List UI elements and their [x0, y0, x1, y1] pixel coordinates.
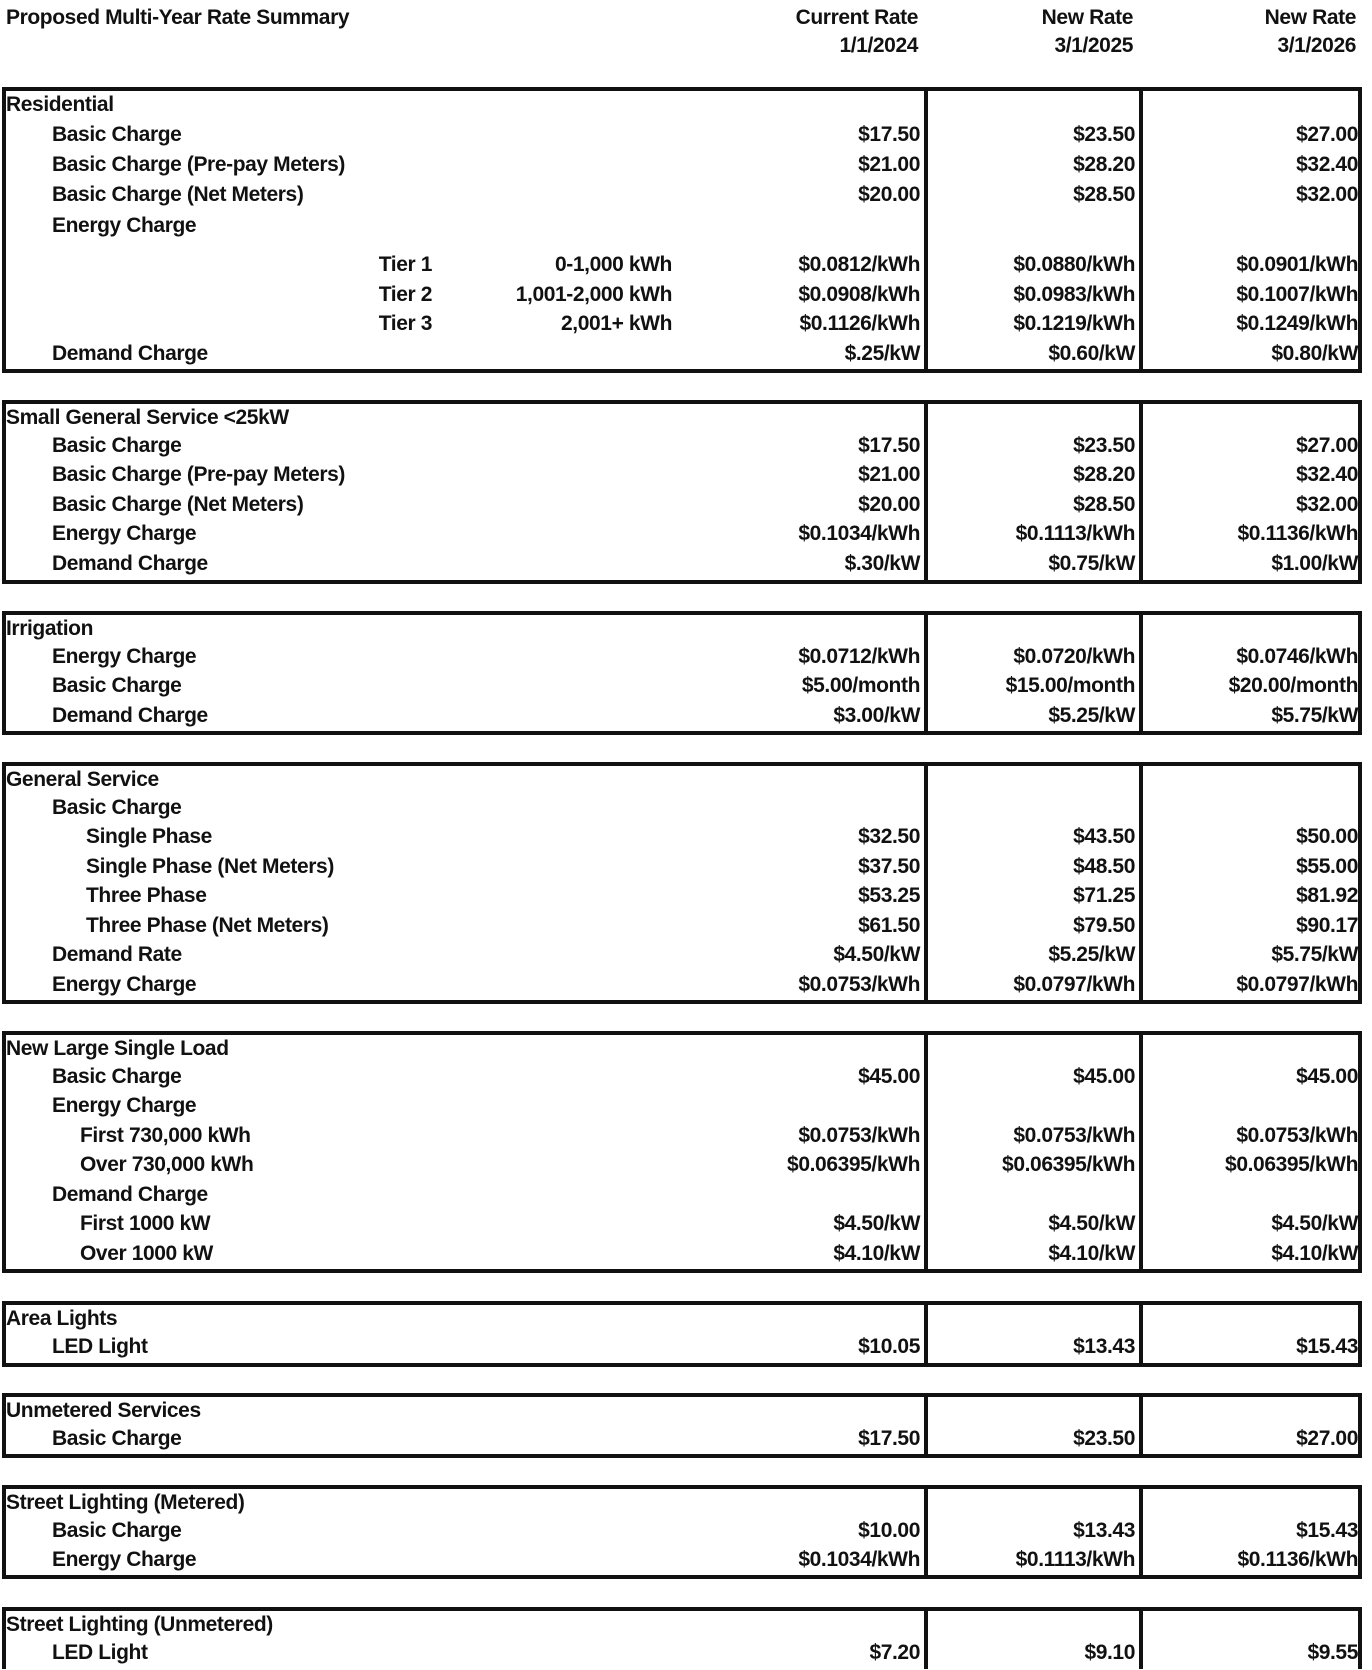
table-row: Basic Charge $10.00 $13.43 $15.43: [52, 1519, 1358, 1542]
section-irrigation: [2, 611, 1362, 735]
section-title: Street Lighting (Unmetered): [6, 1613, 273, 1636]
table-row: Over 730,000 kWh $0.06395/kWh $0.06395/kWh $0.06395/kWh: [80, 1153, 1358, 1176]
table-row: Basic Charge: [52, 796, 182, 819]
table-row: Basic Charge $17.50 $23.50 $27.00: [52, 123, 1358, 146]
table-row: Basic Charge $17.50 $23.50 $27.00: [52, 434, 1358, 457]
section-street-lighting-unmetered: [2, 1607, 1362, 1669]
table-row: Single Phase $32.50 $43.50 $50.00: [86, 825, 1358, 848]
table-row: First 730,000 kWh $0.0753/kWh $0.0753/kWh $0.0753/kWh: [80, 1124, 1358, 1147]
column-header-current: Current Rate 1/1/2024: [795, 6, 918, 57]
section-residential: [2, 87, 1362, 373]
table-row: Energy Charge: [52, 1094, 197, 1117]
section-title: Irrigation: [6, 617, 94, 640]
table-row: Basic Charge (Net Meters) $20.00 $28.50 $32.00: [52, 183, 1358, 206]
page-title: Proposed Multi-Year Rate Summary: [6, 6, 350, 29]
section-title: General Service: [6, 768, 159, 791]
table-row: LED Light $10.05 $13.43 $15.43: [52, 1335, 1358, 1358]
column-header-2026: New Rate 3/1/2026: [1264, 6, 1356, 57]
table-row: Energy Charge $0.1034/kWh $0.1113/kWh $0.1136/kWh: [52, 1548, 1358, 1571]
section-title: Residential: [6, 93, 114, 116]
table-row: Single Phase (Net Meters) $37.50 $48.50 $55.00: [86, 855, 1358, 878]
section-title: New Large Single Load: [6, 1037, 229, 1060]
table-row: Demand Rate $4.50/kW $5.25/kW $5.75/kW: [52, 943, 1358, 966]
section-general-service: [2, 762, 1362, 1004]
table-row: First 1000 kW $4.50/kW $4.50/kW $4.50/kW: [80, 1212, 1358, 1235]
table-row: Energy Charge: [52, 214, 197, 237]
section-title: Area Lights: [6, 1307, 118, 1330]
table-row: LED Light $7.20 $9.10 $9.55: [52, 1641, 1358, 1664]
section-title: Street Lighting (Metered): [6, 1491, 245, 1514]
section-area-lights: [2, 1301, 1362, 1367]
section-title: Small General Service <25kW: [6, 406, 289, 429]
table-row: Energy Charge $0.0712/kWh $0.0720/kWh $0.0746/kWh: [52, 645, 1358, 668]
table-row: Basic Charge (Pre-pay Meters) $21.00 $28.20 $32.40: [52, 463, 1358, 486]
section-new-large-single-load: [2, 1031, 1362, 1273]
table-row: Demand Charge $.25/kW $0.60/kW $0.80/kW: [52, 342, 1358, 365]
table-row: Three Phase (Net Meters) $61.50 $79.50 $90.17: [86, 914, 1358, 937]
table-row: Basic Charge $45.00 $45.00 $45.00: [52, 1065, 1358, 1088]
section-street-lighting-metered: [2, 1485, 1362, 1579]
table-row: Energy Charge $0.0753/kWh $0.0797/kWh $0.0797/kWh: [52, 973, 1358, 996]
table-row: Tier 3 2,001+ kWh $0.1126/kWh $0.1219/kWh $0.1249/kWh: [378, 312, 1358, 335]
table-row: Three Phase $53.25 $71.25 $81.92: [86, 884, 1358, 907]
section-unmetered-services: [2, 1393, 1362, 1458]
table-row: Energy Charge $0.1034/kWh $0.1113/kWh $0.1136/kWh: [52, 522, 1358, 545]
table-row: Basic Charge (Net Meters) $20.00 $28.50 $32.00: [52, 493, 1358, 516]
section-small-general-service: [2, 400, 1362, 584]
table-row: Tier 1 0-1,000 kWh $0.0812/kWh $0.0880/kWh $0.0901/kWh: [378, 253, 1358, 276]
table-row: Tier 2 1,001-2,000 kWh $0.0908/kWh $0.0983/kWh $0.1007/kWh: [378, 283, 1358, 306]
table-row: Basic Charge $5.00/month $15.00/month $20.00/month: [52, 674, 1358, 697]
table-row: Basic Charge (Pre-pay Meters) $21.00 $28.20 $32.40: [52, 153, 1358, 176]
table-row: Demand Charge $3.00/kW $5.25/kW $5.75/kW: [52, 704, 1358, 727]
table-row: Demand Charge $.30/kW $0.75/kW $1.00/kW: [52, 552, 1358, 575]
section-title: Unmetered Services: [6, 1399, 201, 1422]
table-row: Basic Charge $17.50 $23.50 $27.00: [52, 1427, 1358, 1450]
column-header-2025: New Rate 3/1/2025: [1041, 6, 1133, 57]
table-row: Over 1000 kW $4.10/kW $4.10/kW $4.10/kW: [80, 1242, 1358, 1265]
table-row: Demand Charge: [52, 1183, 208, 1206]
